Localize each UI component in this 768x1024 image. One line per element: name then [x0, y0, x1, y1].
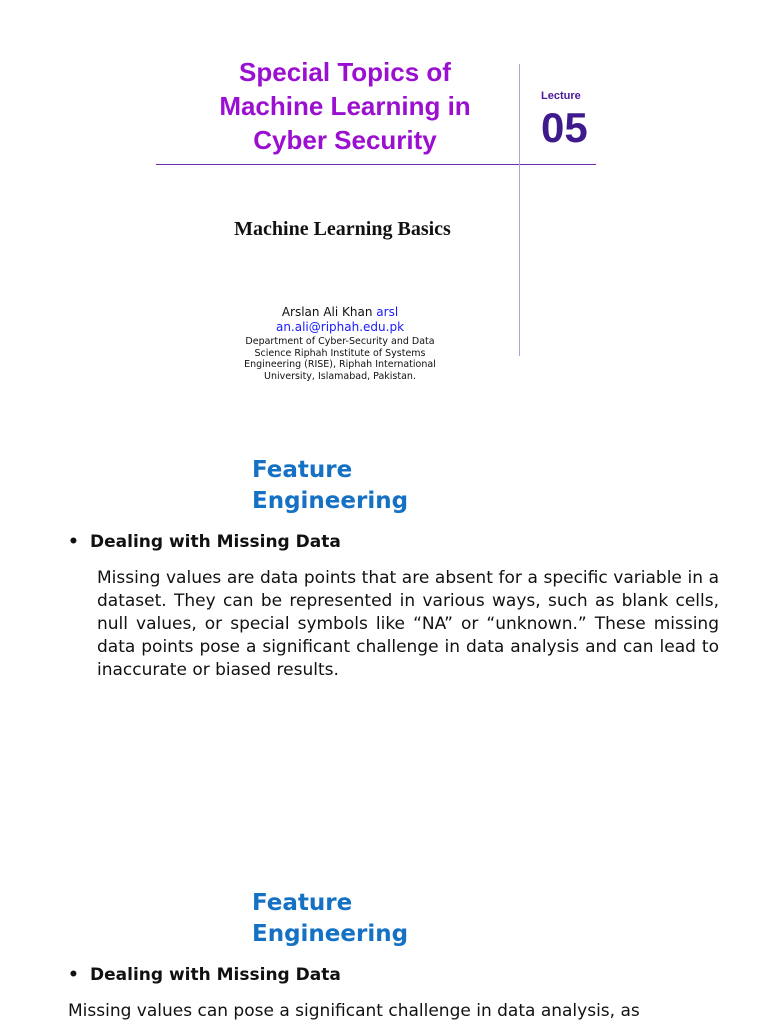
bullet-text-2: Dealing with Missing Data — [90, 965, 341, 985]
bullet-item-1 — [68, 532, 341, 552]
section-heading-2-line-1: Feature — [252, 890, 353, 916]
vertical-divider — [519, 64, 520, 356]
bullet-item-2 — [68, 965, 341, 985]
department-affiliation: Department of Cyber-Security and Data Science Riphah Institute of Systems Engineering (RISE), Riphah International University, Islamabad, Pakistan. — [244, 336, 436, 382]
bullet-dot-icon: • — [68, 532, 79, 552]
course-title-line-3: Cyber Security — [253, 125, 437, 155]
title-divider — [156, 164, 596, 165]
course-title-line-1: Special Topics of — [239, 57, 451, 87]
section-heading-2-line-2: Engineering — [252, 921, 409, 947]
section-heading-2 — [252, 888, 502, 950]
lecture-label: Lecture — [541, 90, 581, 102]
author-email-part2[interactable]: an.ali@riphah.edu.pk — [275, 320, 405, 334]
section-heading-1-line-1: Feature — [252, 457, 353, 483]
lecture-subtitle: Machine Learning Basics — [234, 218, 451, 240]
course-title — [195, 55, 495, 157]
author-email-part1[interactable]: arsl — [376, 305, 399, 319]
bullet-text-1: Dealing with Missing Data — [90, 532, 341, 552]
lecture-number: 05 — [541, 104, 588, 151]
author-name: Arslan Ali Khan — [281, 305, 373, 319]
paragraph-1: Missing values are data points that are absent for a specific variable in a dataset. They can be represented in various ways, such as blank cells, null values, or special symbols like “NA” or “unknown.” These missing data points pose a significant challenge in data analysis and can lead to inaccurate or biased results. — [97, 568, 719, 680]
section-heading-1 — [252, 455, 502, 517]
paragraph-2: Missing values can pose a significant challenge in data analysis, as — [68, 1001, 640, 1021]
author-block — [200, 305, 480, 335]
section-heading-1-line-2: Engineering — [252, 488, 409, 514]
bullet-dot-icon: • — [68, 965, 79, 985]
course-title-line-2: Machine Learning in — [219, 91, 471, 121]
